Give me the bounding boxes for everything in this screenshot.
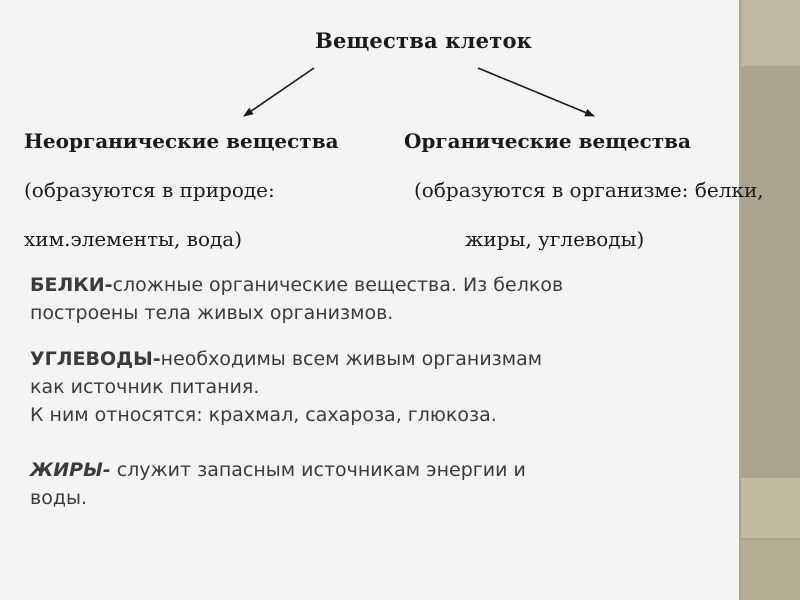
diagram-title: Вещества клеток [315, 28, 533, 53]
definition-text: воды. [30, 487, 87, 509]
definition-text: как источник питания. [30, 376, 260, 398]
organic-heading: Органические вещества [404, 129, 692, 153]
side-bar-block [741, 478, 800, 538]
proteins-definition [30, 271, 730, 327]
definition-text: сложные органические вещества. Из белков [112, 274, 564, 296]
definition-text: необходимы всем живым организмам [160, 348, 543, 370]
organic-note-line: жиры, углеводы) [465, 227, 645, 251]
inorganic-note-line: хим.элементы, вода) [24, 227, 243, 251]
fats-definition [30, 456, 730, 512]
carbohydrates-definition [30, 345, 730, 429]
arrow-to-inorganic [244, 68, 314, 116]
definition-text: построены тела живых организмов. [30, 302, 394, 324]
organic-note-line: (образуются в организме: белки, [414, 178, 764, 202]
inorganic-heading: Неорганические вещества [24, 129, 339, 153]
arrow-to-organic [478, 68, 594, 116]
definition-text: служит запасным источникам энергии и [110, 459, 526, 481]
fats-term: ЖИРЫ- [30, 459, 111, 481]
side-bar-block [741, 0, 800, 66]
inorganic-note-line: (образуются в природе: [24, 178, 275, 202]
proteins-term: БЕЛКИ- [30, 274, 113, 296]
side-bar-block [741, 540, 800, 600]
definition-text: К ним относятся: крахмал, сахароза, глюкоза. [30, 404, 497, 426]
carbohydrates-term: УГЛЕВОДЫ- [30, 348, 161, 370]
